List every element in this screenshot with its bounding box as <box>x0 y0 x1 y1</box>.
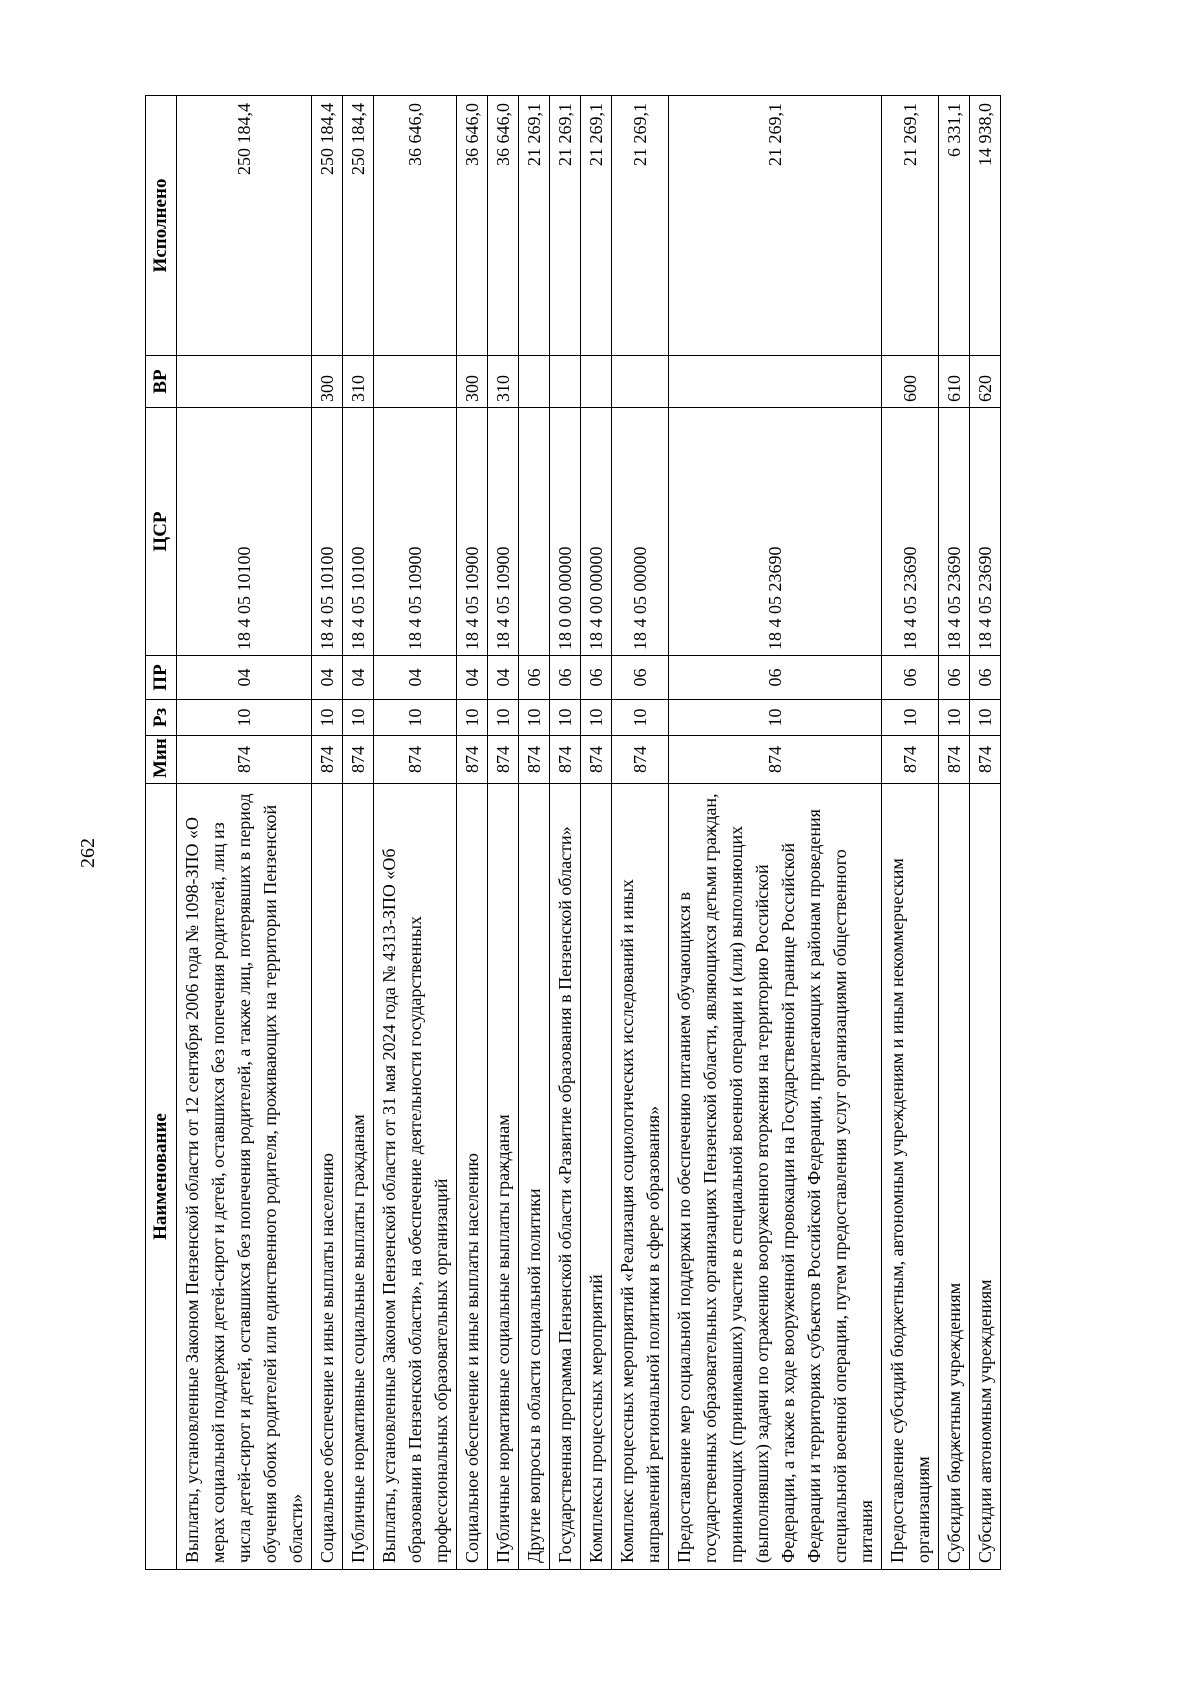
cell-name: Социальное обеспечение и иные выплаты населению <box>312 784 343 1570</box>
cell-rz: 10 <box>519 700 550 736</box>
table-row <box>374 96 457 1570</box>
cell-executed: 21 269,1 <box>882 96 939 356</box>
table-row <box>882 96 939 1570</box>
cell-csr <box>519 408 550 656</box>
cell-vr <box>612 356 669 408</box>
cell-vr <box>519 356 550 408</box>
header-executed: Исполнено <box>146 96 177 356</box>
table-row <box>581 96 612 1570</box>
cell-rz: 10 <box>882 700 939 736</box>
cell-pr: 06 <box>669 656 882 700</box>
cell-name: Комплексы процессных мероприятий <box>581 784 612 1570</box>
table-row <box>970 96 1001 1570</box>
cell-vr: 610 <box>939 356 970 408</box>
table-header-row <box>146 96 177 1570</box>
cell-pr: 04 <box>177 656 312 700</box>
cell-rz: 10 <box>457 700 488 736</box>
cell-csr: 18 4 05 10100 <box>343 408 374 656</box>
cell-name: Государственная программа Пензенской области «Развитие образования в Пензенской области» <box>550 784 581 1570</box>
header-min: Мин <box>146 736 177 784</box>
cell-name: Социальное обеспечение и иные выплаты населению <box>457 784 488 1570</box>
table-row <box>457 96 488 1570</box>
cell-pr: 04 <box>343 656 374 700</box>
table-row <box>612 96 669 1570</box>
cell-pr: 06 <box>970 656 1001 700</box>
cell-min: 874 <box>970 736 1001 784</box>
cell-csr: 18 4 05 23690 <box>939 408 970 656</box>
cell-executed: 250 184,4 <box>177 96 312 356</box>
cell-csr: 18 4 05 10900 <box>457 408 488 656</box>
cell-rz: 10 <box>177 700 312 736</box>
cell-csr: 18 4 05 10100 <box>312 408 343 656</box>
cell-rz: 10 <box>374 700 457 736</box>
cell-min: 874 <box>669 736 882 784</box>
header-rz: Рз <box>146 700 177 736</box>
page-number: 262 <box>77 838 99 868</box>
cell-min: 874 <box>312 736 343 784</box>
header-name: Наименование <box>146 784 177 1570</box>
budget-table <box>145 95 1001 1570</box>
cell-name: Субсидии автономным учреждениям <box>970 784 1001 1570</box>
table-row <box>550 96 581 1570</box>
cell-csr: 18 4 05 23690 <box>970 408 1001 656</box>
cell-executed: 6 331,1 <box>939 96 970 356</box>
rotated-table-wrapper <box>145 96 1053 1570</box>
cell-csr: 18 4 05 23690 <box>882 408 939 656</box>
cell-pr: 04 <box>488 656 519 700</box>
cell-vr <box>374 356 457 408</box>
cell-rz: 10 <box>312 700 343 736</box>
cell-min: 874 <box>581 736 612 784</box>
cell-vr: 300 <box>312 356 343 408</box>
cell-min: 874 <box>457 736 488 784</box>
cell-min: 874 <box>882 736 939 784</box>
cell-vr <box>581 356 612 408</box>
cell-pr: 06 <box>939 656 970 700</box>
table-row <box>488 96 519 1570</box>
cell-executed: 250 184,4 <box>343 96 374 356</box>
cell-pr: 06 <box>550 656 581 700</box>
cell-csr: 18 4 00 00000 <box>581 408 612 656</box>
cell-vr: 310 <box>488 356 519 408</box>
cell-min: 874 <box>612 736 669 784</box>
cell-rz: 10 <box>581 700 612 736</box>
table-row <box>939 96 970 1570</box>
header-pr: ПР <box>146 656 177 700</box>
table-row <box>312 96 343 1570</box>
cell-csr: 18 4 05 10100 <box>177 408 312 656</box>
cell-pr: 06 <box>612 656 669 700</box>
cell-rz: 10 <box>970 700 1001 736</box>
cell-pr: 06 <box>519 656 550 700</box>
cell-rz: 10 <box>488 700 519 736</box>
cell-rz: 10 <box>669 700 882 736</box>
cell-name: Предоставление субсидий бюджетным, автономным учреждениям и иным некоммерческим организациям <box>882 784 939 1570</box>
cell-pr: 04 <box>374 656 457 700</box>
cell-name: Публичные нормативные социальные выплаты гражданам <box>343 784 374 1570</box>
header-csr: ЦСР <box>146 408 177 656</box>
cell-name: Выплаты, установленные Законом Пензенской области от 12 сентября 2006 года № 1098-ЗПО «О мерах социальной поддержки детей-сирот и детей, оставшихся без попечения родителей, лиц из числа детей-сирот и детей, оставшихся без попечения родителей, а также лиц, потерявших в период обучения обоих родителей или единственного родителя, проживающих на территории Пензенской области» <box>177 784 312 1570</box>
header-vr: ВР <box>146 356 177 408</box>
cell-executed: 21 269,1 <box>669 96 882 356</box>
cell-min: 874 <box>488 736 519 784</box>
cell-executed: 21 269,1 <box>519 96 550 356</box>
cell-name: Комплекс процессных мероприятий «Реализация социологических исследований и иных направлений региональной политики в сфере образования» <box>612 784 669 1570</box>
cell-executed: 21 269,1 <box>550 96 581 356</box>
table-row <box>177 96 312 1570</box>
table-row <box>519 96 550 1570</box>
cell-min: 874 <box>374 736 457 784</box>
cell-name: Предоставление мер социальной поддержки по обеспечению питанием обучающихся в государственных образовательных организациях Пензенской области, являющихся детьми граждан, принимающих (принимавших) участие в специальной военной операции и (или) выполняющих (выполнявших) задачи по отражению вооруженного вторжения на территорию Российской Федерации, а также в ходе вооруженной провокации на Государственной границе Российской Федерации и территориях субъектов Российской Федерации, прилегающих к районам проведения специальной военной операции, путем предоставления услуг организациями общественного питания <box>669 784 882 1570</box>
cell-csr: 18 0 00 00000 <box>550 408 581 656</box>
cell-pr: 04 <box>457 656 488 700</box>
cell-name: Выплаты, установленные Законом Пензенской области от 31 мая 2024 года № 4313-ЗПО «Об образовании в Пензенской области», на обеспечение деятельности государственных профессиональных образовательных организаций <box>374 784 457 1570</box>
cell-vr <box>177 356 312 408</box>
cell-vr: 600 <box>882 356 939 408</box>
cell-rz: 10 <box>343 700 374 736</box>
cell-pr: 06 <box>882 656 939 700</box>
cell-name: Публичные нормативные социальные выплаты гражданам <box>488 784 519 1570</box>
cell-min: 874 <box>519 736 550 784</box>
cell-pr: 06 <box>581 656 612 700</box>
cell-vr <box>550 356 581 408</box>
cell-vr: 300 <box>457 356 488 408</box>
cell-vr <box>669 356 882 408</box>
cell-executed: 36 646,0 <box>457 96 488 356</box>
cell-csr: 18 4 05 10900 <box>488 408 519 656</box>
cell-pr: 04 <box>312 656 343 700</box>
cell-vr: 310 <box>343 356 374 408</box>
cell-rz: 10 <box>550 700 581 736</box>
cell-csr: 18 4 05 00000 <box>612 408 669 656</box>
cell-executed: 14 938,0 <box>970 96 1001 356</box>
cell-executed: 21 269,1 <box>581 96 612 356</box>
cell-csr: 18 4 05 10900 <box>374 408 457 656</box>
cell-name: Субсидии бюджетным учреждениям <box>939 784 970 1570</box>
cell-min: 874 <box>177 736 312 784</box>
cell-min: 874 <box>343 736 374 784</box>
cell-rz: 10 <box>939 700 970 736</box>
cell-executed: 36 646,0 <box>488 96 519 356</box>
cell-vr: 620 <box>970 356 1001 408</box>
cell-csr: 18 4 05 23690 <box>669 408 882 656</box>
table-row <box>343 96 374 1570</box>
cell-executed: 21 269,1 <box>612 96 669 356</box>
cell-min: 874 <box>550 736 581 784</box>
cell-executed: 36 646,0 <box>374 96 457 356</box>
cell-rz: 10 <box>612 700 669 736</box>
table-row <box>669 96 882 1570</box>
cell-executed: 250 184,4 <box>312 96 343 356</box>
cell-min: 874 <box>939 736 970 784</box>
cell-name: Другие вопросы в области социальной политики <box>519 784 550 1570</box>
